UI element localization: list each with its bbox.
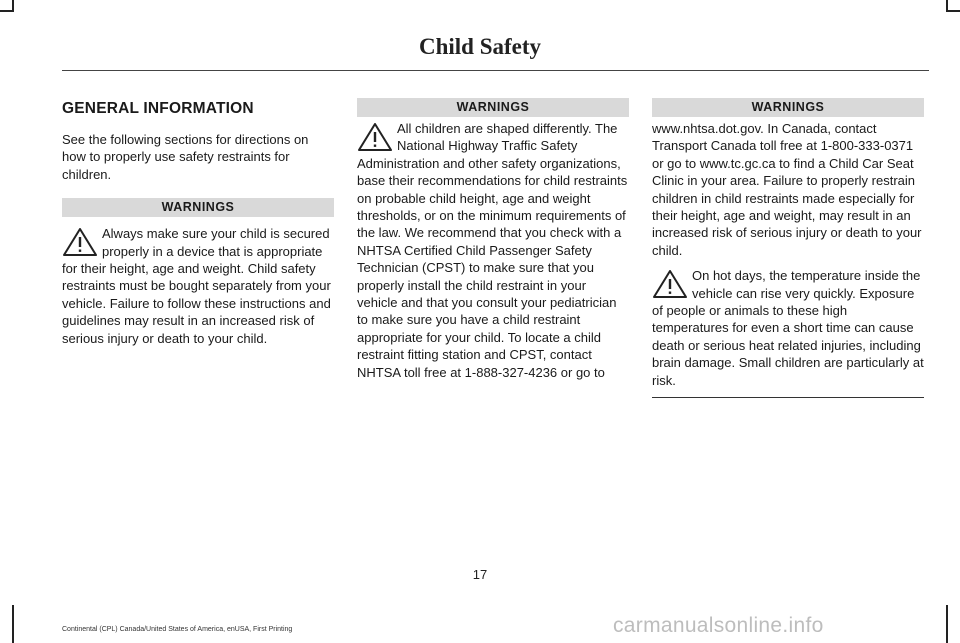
column-2 [357, 98, 629, 381]
warning-triangle-icon [652, 269, 688, 299]
watermark: carmanualsonline.info [613, 614, 824, 637]
crop-mark [12, 605, 14, 643]
warnings-header: WARNINGS [62, 198, 334, 217]
crop-mark [946, 605, 948, 643]
section-heading: GENERAL INFORMATION [62, 100, 254, 117]
column-3 [652, 98, 924, 398]
warning-text: All children are shaped differently. The National Highway Traffic Safety Administration and other safety organizations, base their recommendations for child restraints on probable child height, age and weight thresholds, or on the minimum requirements of the law. We recommend that you check with a NHTSA Certified Child Passenger Safety Technician (CPST) to make sure that you properly install the child restraint in your vehicle and that you consult your pediatrician to make sure you have a child restraint appropriate for your child. To locate a child restraint fitting station and CPST, contact NHTSA toll free at 1-888-327-4236 or go to [357, 121, 628, 380]
warnings-header: WARNINGS [357, 98, 629, 117]
warning-text: On hot days, the temperature inside the vehicle can rise very quickly. Exposure of people or animals to these high temperatures for even a short time can cause death or serious heat related injuries, including brain damage. Small children are particularly at risk. [652, 268, 924, 388]
crop-mark [948, 10, 960, 12]
warning-block [62, 225, 334, 347]
header-divider [62, 70, 929, 71]
warnings-header: WARNINGS [652, 98, 924, 117]
crop-mark [946, 0, 948, 12]
warnings-end-divider [652, 397, 924, 398]
column-1 [62, 98, 334, 347]
warning-block [357, 120, 629, 381]
page-title: Child Safety [418, 34, 542, 59]
crop-mark [12, 0, 14, 12]
intro-paragraph: See the following sections for directions on how to properly use safety restraints for children. [62, 132, 309, 182]
warning-triangle-icon [62, 227, 98, 257]
warning-block [652, 267, 924, 389]
page-number: 17 [472, 567, 488, 582]
warning-text-continued: www.nhtsa.dot.gov. In Canada, contact Transport Canada toll free at 1-800-333-0371 or go to www.tc.gc.ca to find a Child Car Seat Clinic in your area. Failure to properly restrain children in child restraints made especially for their height, age and weight, may result in an increased risk of serious injury or death to your child. [652, 121, 922, 258]
warning-text: Always make sure your child is secured properly in a device that is appropriate for their height, age and weight. Child safety restraints must be bought separately from your vehicle. Failure to follow these instructions and guidelines may result in an increased risk of serious injury or death to your child. [62, 226, 331, 346]
footer-text: Continental (CPL) Canada/United States of America, enUSA, First Printing [62, 626, 293, 633]
warning-triangle-icon [357, 122, 393, 152]
crop-mark [0, 10, 12, 12]
